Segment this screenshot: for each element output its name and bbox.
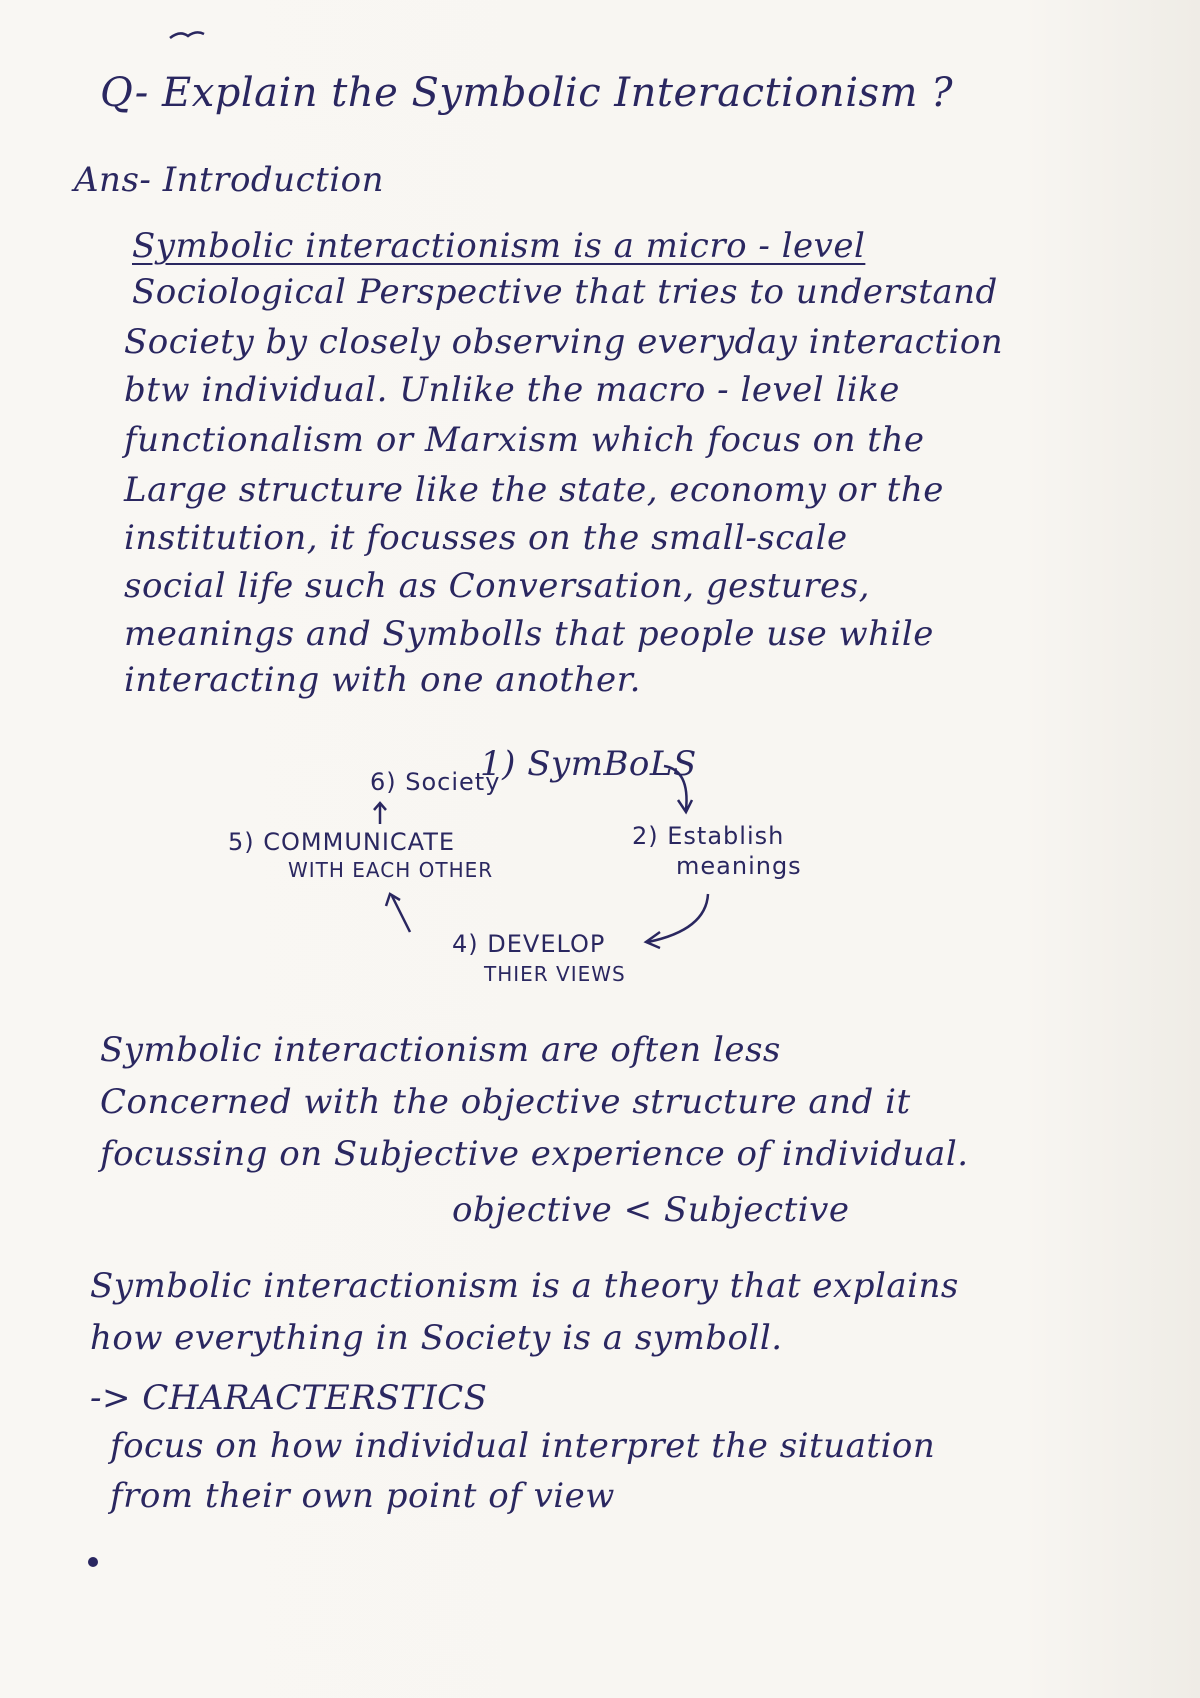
intro-line: functionalism or Marxism which focus on the: [124, 420, 925, 460]
paragraph-line: Concerned with the objective structure and it: [100, 1082, 911, 1122]
paragraph-line: Symbolic interactionism are often less: [100, 1030, 781, 1070]
paragraph-line: how everything in Society is a symboll.: [90, 1318, 783, 1358]
paragraph-line: focussing on Subjective experience of individual.: [100, 1134, 969, 1174]
intro-line: meanings and Symbolls that people use while: [124, 614, 934, 654]
cycle-step-communicate: 5) COMMUNICATE: [228, 828, 456, 856]
intro-line: Society by closely observing everyday interaction: [124, 322, 1004, 362]
arrow-symbols-to-establish-icon: [660, 756, 720, 816]
cycle-step-meanings: meanings: [676, 852, 802, 880]
arrow-establish-to-develop-icon: [638, 890, 718, 950]
answer-label: Ans- Introduction: [74, 160, 385, 200]
intro-line: Large structure like the state, economy or the: [124, 470, 944, 510]
cycle-step-develop: 4) DEVELOP: [452, 930, 606, 958]
intro-line: btw individual. Unlike the macro - level like: [124, 370, 900, 410]
intro-line: interacting with one another.: [124, 660, 641, 700]
bullet-line: from their own point of view: [110, 1476, 615, 1516]
intro-line: Sociological Perspective that tries to understand: [132, 272, 998, 312]
arrow-develop-to-communicate-icon: [380, 888, 420, 938]
cycle-step-society: 6) Society: [370, 768, 501, 796]
cycle-step-symbols: 1) SymBoLS: [480, 744, 697, 784]
check-mark-icon: [168, 24, 208, 44]
intro-line: Symbolic interactionism is a micro - level: [132, 226, 866, 266]
cycle-step-establish: 2) Establish: [632, 822, 785, 850]
paragraph-line: Symbolic interactionism is a theory that explains: [90, 1266, 959, 1306]
cycle-step-views: THIER VIEWS: [484, 962, 626, 986]
intro-line: institution, it focusses on the small-scale: [124, 518, 848, 558]
cycle-step-each-other: WITH EACH OTHER: [288, 858, 494, 882]
characteristics-heading: -> CHARACTERSTICS: [90, 1378, 488, 1418]
intro-line: social life such as Conversation, gestures,: [124, 566, 870, 606]
bullet-line: focus on how individual interpret the situation: [110, 1426, 936, 1466]
question-heading: Q- Explain the Symbolic Interactionism ?: [100, 70, 954, 116]
comparison-note: objective < Subjective: [452, 1190, 850, 1230]
arrow-communicate-to-society-icon: [368, 800, 392, 826]
bullet-icon: [88, 1557, 98, 1567]
